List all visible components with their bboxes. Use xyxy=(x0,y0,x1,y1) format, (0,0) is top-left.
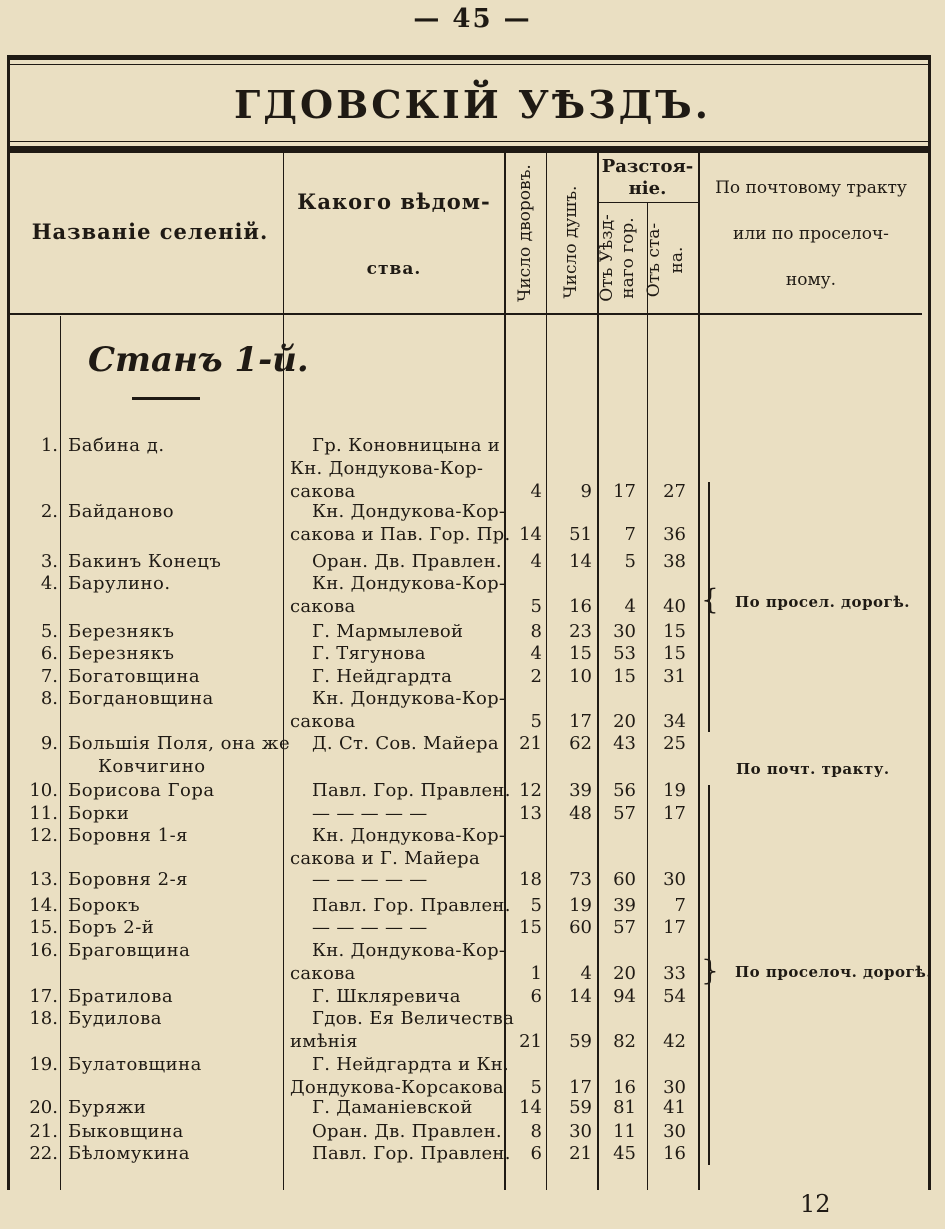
distance-stan-value: 34 xyxy=(663,711,686,732)
distance-town-value: 15 xyxy=(613,666,636,687)
households-value: 8 xyxy=(530,1121,542,1142)
distance-stan-value: 7 xyxy=(674,895,686,916)
row-number: 21. xyxy=(29,1121,58,1142)
village-name: Большiя Поля, она же xyxy=(68,733,291,754)
header-households: Число дворовъ. xyxy=(515,164,535,302)
souls-value: 51 xyxy=(569,524,592,545)
households-value: 12 xyxy=(519,780,542,801)
row-number: 4. xyxy=(40,573,58,594)
village-name: Боровня 2-я xyxy=(68,869,189,890)
village-name: Борокъ xyxy=(68,895,141,916)
road-label-1: По просел. дорогѣ. xyxy=(735,593,911,611)
households-value: 1 xyxy=(530,963,542,984)
distance-stan-value: 19 xyxy=(663,780,686,801)
households-value: 21 xyxy=(519,733,542,754)
page-title: ГДОВСКIЙ УѢЗДЪ. xyxy=(233,82,712,127)
souls-value: 19 xyxy=(569,895,592,916)
row-number: 11. xyxy=(29,803,58,824)
department: сакова xyxy=(290,481,356,502)
department: имѣнiя xyxy=(290,1031,358,1052)
distance-town-value: 20 xyxy=(613,963,636,984)
row-number: 9. xyxy=(40,733,58,754)
department: Г. Тягунова xyxy=(312,643,426,664)
header-road-1: По почтовому тракту xyxy=(715,178,907,198)
distance-stan-value: 17 xyxy=(663,917,686,938)
col-line-stan xyxy=(698,152,700,1190)
distance-town-value: 94 xyxy=(613,986,636,1007)
souls-value: 14 xyxy=(569,551,592,572)
souls-value: 30 xyxy=(569,1121,592,1142)
header-from-town-1: Отъ Уѣзд- xyxy=(597,214,617,302)
department: Г. Нейдгардта xyxy=(312,666,453,687)
distance-town-value: 82 xyxy=(613,1031,636,1052)
distance-town-value: 5 xyxy=(624,551,636,572)
row-number: 16. xyxy=(29,940,58,961)
header-department-1: Какого вѣдом- xyxy=(297,189,491,214)
distance-stan-value: 25 xyxy=(663,733,686,754)
households-value: 5 xyxy=(530,596,542,617)
row-number: 2. xyxy=(40,501,58,522)
row-number: 7. xyxy=(40,666,58,687)
department: Г. Нейдгардта и Кн. xyxy=(312,1054,510,1075)
department: — — — — — xyxy=(312,869,428,890)
village-name: Боровня 1-я xyxy=(68,825,189,846)
distance-stan-value: 42 xyxy=(663,1031,686,1052)
souls-value: 15 xyxy=(569,643,592,664)
row-number: 13. xyxy=(29,869,58,890)
road-label-3: По проселоч. дорогѣ. xyxy=(735,963,933,981)
households-value: 2 xyxy=(530,666,542,687)
souls-value: 59 xyxy=(569,1031,592,1052)
village-name: Барулино. xyxy=(68,573,171,594)
department: Кн. Дондукова-Кор- xyxy=(312,501,506,522)
households-value: 5 xyxy=(530,1077,542,1098)
page-number: — 45 — xyxy=(413,4,532,34)
row-number: 18. xyxy=(29,1008,58,1029)
distance-stan-value: 41 xyxy=(663,1097,686,1118)
village-name: Браговщина xyxy=(68,940,191,961)
header-department-2: ства. xyxy=(366,259,422,279)
row-number: 3. xyxy=(40,551,58,572)
department: Гр. Коновницына и xyxy=(312,435,501,456)
department: — — — — — xyxy=(312,803,428,824)
distance-stan-value: 15 xyxy=(663,643,686,664)
souls-value: 39 xyxy=(569,780,592,801)
village-name: Бѣломукина xyxy=(68,1143,190,1164)
header-bottom-rule xyxy=(10,313,922,315)
department: Г. Мармылевой xyxy=(312,621,464,642)
village-name-alt: Ковчигино xyxy=(98,756,206,777)
header-road-2: или по проселоч- xyxy=(733,224,889,244)
department: Г. Даманiевской xyxy=(312,1097,473,1118)
row-number: 8. xyxy=(40,688,58,709)
souls-value: 16 xyxy=(569,596,592,617)
souls-value: 17 xyxy=(569,1077,592,1098)
households-value: 14 xyxy=(519,524,542,545)
distance-town-value: 56 xyxy=(613,780,636,801)
header-name: Названiе селенiй. xyxy=(31,219,269,244)
header-road-3: ному. xyxy=(785,270,837,290)
households-value: 6 xyxy=(530,986,542,1007)
department: Д. Ст. Сов. Майера xyxy=(312,733,499,754)
souls-value: 10 xyxy=(569,666,592,687)
village-name: Березнякъ xyxy=(68,643,175,664)
department: Павл. Гор. Правлен. xyxy=(312,895,511,916)
village-name: Будилова xyxy=(68,1008,163,1029)
header-distance-2: нiе. xyxy=(628,178,667,199)
department: сакова xyxy=(290,963,356,984)
distance-town-value: 30 xyxy=(613,621,636,642)
households-value: 5 xyxy=(530,895,542,916)
row-number: 15. xyxy=(29,917,58,938)
souls-value: 14 xyxy=(569,986,592,1007)
distance-town-value: 53 xyxy=(613,643,636,664)
village-name: Богатовщина xyxy=(68,666,201,687)
village-name: Березнякъ xyxy=(68,621,175,642)
distance-stan-value: 30 xyxy=(663,869,686,890)
households-value: 15 xyxy=(519,917,542,938)
households-value: 13 xyxy=(519,803,542,824)
department: — — — — — xyxy=(312,917,428,938)
households-value: 4 xyxy=(530,481,542,502)
distance-town-value: 20 xyxy=(613,711,636,732)
brace-left-1: { xyxy=(701,583,719,616)
department: Г. Шкляревича xyxy=(312,986,461,1007)
header-souls: Число душъ. xyxy=(561,185,581,299)
households-value: 8 xyxy=(530,621,542,642)
souls-value: 48 xyxy=(569,803,592,824)
village-name: Борки xyxy=(68,803,130,824)
row-number: 17. xyxy=(29,986,58,1007)
distance-stan-value: 16 xyxy=(663,1143,686,1164)
distance-town-value: 4 xyxy=(624,596,636,617)
distance-town-value: 57 xyxy=(613,803,636,824)
row-number: 5. xyxy=(40,621,58,642)
distance-town-value: 7 xyxy=(624,524,636,545)
distance-stan-value: 38 xyxy=(663,551,686,572)
distance-stan-value: 27 xyxy=(663,481,686,502)
village-name: Боръ 2-й xyxy=(68,917,155,938)
row-number: 20. xyxy=(29,1097,58,1118)
distance-town-value: 16 xyxy=(613,1077,636,1098)
souls-value: 23 xyxy=(569,621,592,642)
distance-town-value: 60 xyxy=(613,869,636,890)
distance-stan-value: 30 xyxy=(663,1077,686,1098)
souls-value: 21 xyxy=(569,1143,592,1164)
households-value: 5 xyxy=(530,711,542,732)
village-name: Бакинъ Конецъ xyxy=(68,551,222,572)
department: Оран. Дв. Правлен. xyxy=(312,551,502,572)
section-divider xyxy=(132,397,200,400)
village-name: Быковщина xyxy=(68,1121,184,1142)
distance-stan-value: 30 xyxy=(663,1121,686,1142)
header-from-town-2: наго гор. xyxy=(618,217,638,299)
souls-value: 17 xyxy=(569,711,592,732)
distance-stan-value: 33 xyxy=(663,963,686,984)
footer-number: 12 xyxy=(800,1190,831,1218)
households-value: 4 xyxy=(530,643,542,664)
section-heading: Станъ 1-й. xyxy=(88,340,309,380)
row-number: 14. xyxy=(29,895,58,916)
department: Павл. Гор. Правлен. xyxy=(312,1143,511,1164)
distance-stan-value: 31 xyxy=(663,666,686,687)
households-value: 21 xyxy=(519,1031,542,1052)
households-value: 18 xyxy=(519,869,542,890)
distance-stan-value: 17 xyxy=(663,803,686,824)
department: Гдов. Ея Величества xyxy=(312,1008,515,1029)
distance-town-value: 45 xyxy=(613,1143,636,1164)
road-label-2: По почт. тракту. xyxy=(736,760,890,778)
department: сакова и Пав. Гор. Пр. xyxy=(290,524,511,545)
department: сакова xyxy=(290,596,356,617)
brace-line-1 xyxy=(708,482,710,732)
souls-value: 73 xyxy=(569,869,592,890)
distance-town-value: 17 xyxy=(613,481,636,502)
department: Павл. Гор. Правлен. xyxy=(312,780,511,801)
village-name: Буряжи xyxy=(68,1097,147,1118)
distance-stan-value: 54 xyxy=(663,986,686,1007)
row-number: 19. xyxy=(29,1054,58,1075)
department: Кн. Дондукова-Кор- xyxy=(312,940,506,961)
distance-town-value: 11 xyxy=(613,1121,636,1142)
brace-left-2: } xyxy=(701,954,719,987)
souls-value: 9 xyxy=(580,481,592,502)
header-from-stan-1: Отъ ста- xyxy=(644,222,664,298)
village-name: Бабина д. xyxy=(68,435,165,456)
distance-town-value: 81 xyxy=(613,1097,636,1118)
department: сакова и Г. Майера xyxy=(290,848,481,869)
department: Кн. Дондукова-Кор- xyxy=(312,825,506,846)
souls-value: 62 xyxy=(569,733,592,754)
header-from-stan-2: на. xyxy=(667,246,687,274)
department: Кн. Дондукова-Кор- xyxy=(312,688,506,709)
village-name: Байданово xyxy=(68,501,175,522)
souls-value: 4 xyxy=(580,963,592,984)
department: Дондукова-Корсакова xyxy=(290,1077,504,1098)
row-number: 12. xyxy=(29,825,58,846)
souls-value: 59 xyxy=(569,1097,592,1118)
households-value: 6 xyxy=(530,1143,542,1164)
village-name: Братилова xyxy=(68,986,174,1007)
households-value: 14 xyxy=(519,1097,542,1118)
department: Кн. Дондукова-Кор- xyxy=(290,458,484,479)
distance-stan-value: 36 xyxy=(663,524,686,545)
souls-value: 60 xyxy=(569,917,592,938)
col-line-town xyxy=(647,203,648,1190)
col-line-num xyxy=(60,316,61,1190)
households-value: 4 xyxy=(530,551,542,572)
village-name: Булатовщина xyxy=(68,1054,202,1075)
col-line-households xyxy=(546,152,547,1190)
department: Кн. Дондукова-Кор- xyxy=(312,573,506,594)
distance-stan-value: 15 xyxy=(663,621,686,642)
distance-town-value: 43 xyxy=(613,733,636,754)
village-name: Богдановщина xyxy=(68,688,214,709)
row-number: 22. xyxy=(29,1143,58,1164)
department: сакова xyxy=(290,711,356,732)
distance-town-value: 39 xyxy=(613,895,636,916)
row-number: 10. xyxy=(29,780,58,801)
row-number: 1. xyxy=(40,435,58,456)
village-name: Борисова Гора xyxy=(68,780,215,801)
header-distance-1: Разстоя- xyxy=(601,156,694,177)
distance-town-value: 57 xyxy=(613,917,636,938)
department: Оран. Дв. Правлен. xyxy=(312,1121,502,1142)
distance-stan-value: 40 xyxy=(663,596,686,617)
row-number: 6. xyxy=(40,643,58,664)
col-line-name xyxy=(283,152,284,1190)
